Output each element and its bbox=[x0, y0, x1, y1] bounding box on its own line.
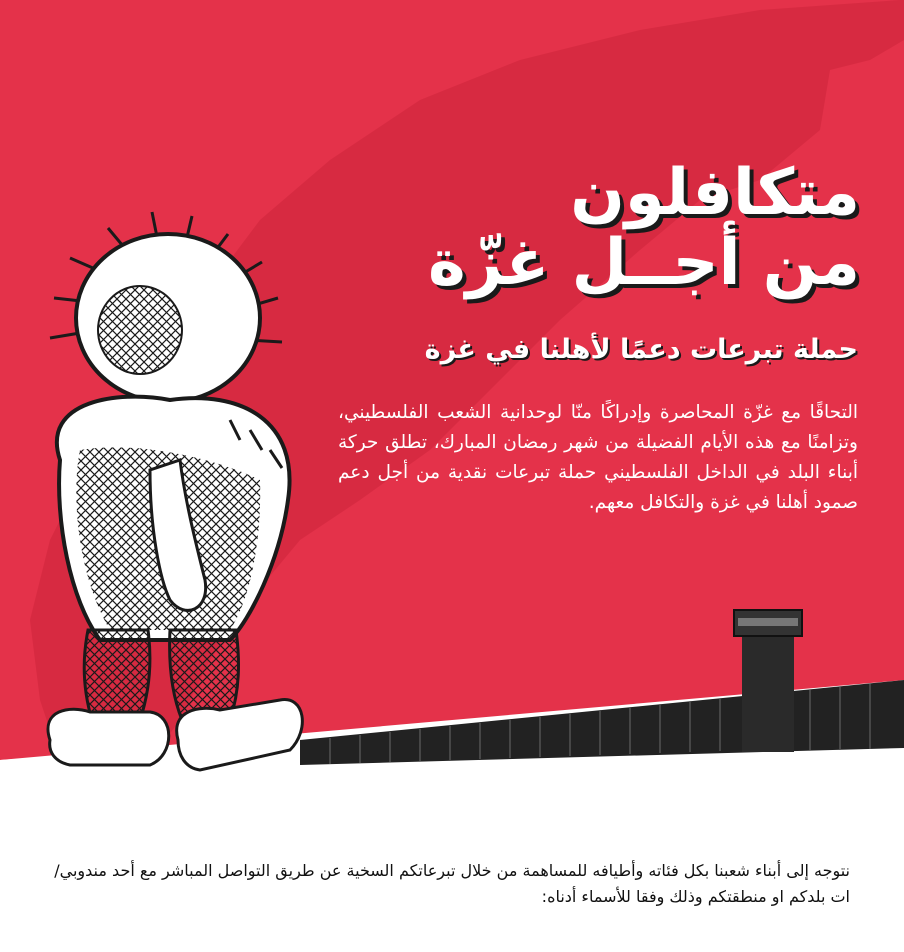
donation-instructions: نتوجه إلى أبناء شعبنا بكل فئاته وأطيافه للمساهمة من خلال تبرعاتكم السخية عن طريق التواصل المباشر مع أحد مندوبي/ات بلدكم او منطقتكم وذلك وفقا للأسماء أدناه: bbox=[54, 861, 850, 906]
campaign-title bbox=[300, 158, 860, 298]
title-line-2: من أجــل غزّة bbox=[427, 226, 860, 300]
title-line-1: متكافلون bbox=[570, 156, 860, 230]
campaign-subtitle: حملة تبرعات دعمًا لأهلنا في غزة bbox=[424, 334, 858, 365]
campaign-description: التحاقًا مع غزّة المحاصرة وإدراكًا منّا لوحدانية الشعب الفلسطيني، وتزامنًا مع هذه الأيام الفضيلة من شهر رمضان المبارك، تطلق حركة أبناء البلد في الداخل الفلسطيني حملة تبرعات نقدية من أجل دعم صمود أهلنا في غزة والتكافل معهم. bbox=[338, 402, 858, 513]
handala-illustration bbox=[0, 200, 330, 800]
